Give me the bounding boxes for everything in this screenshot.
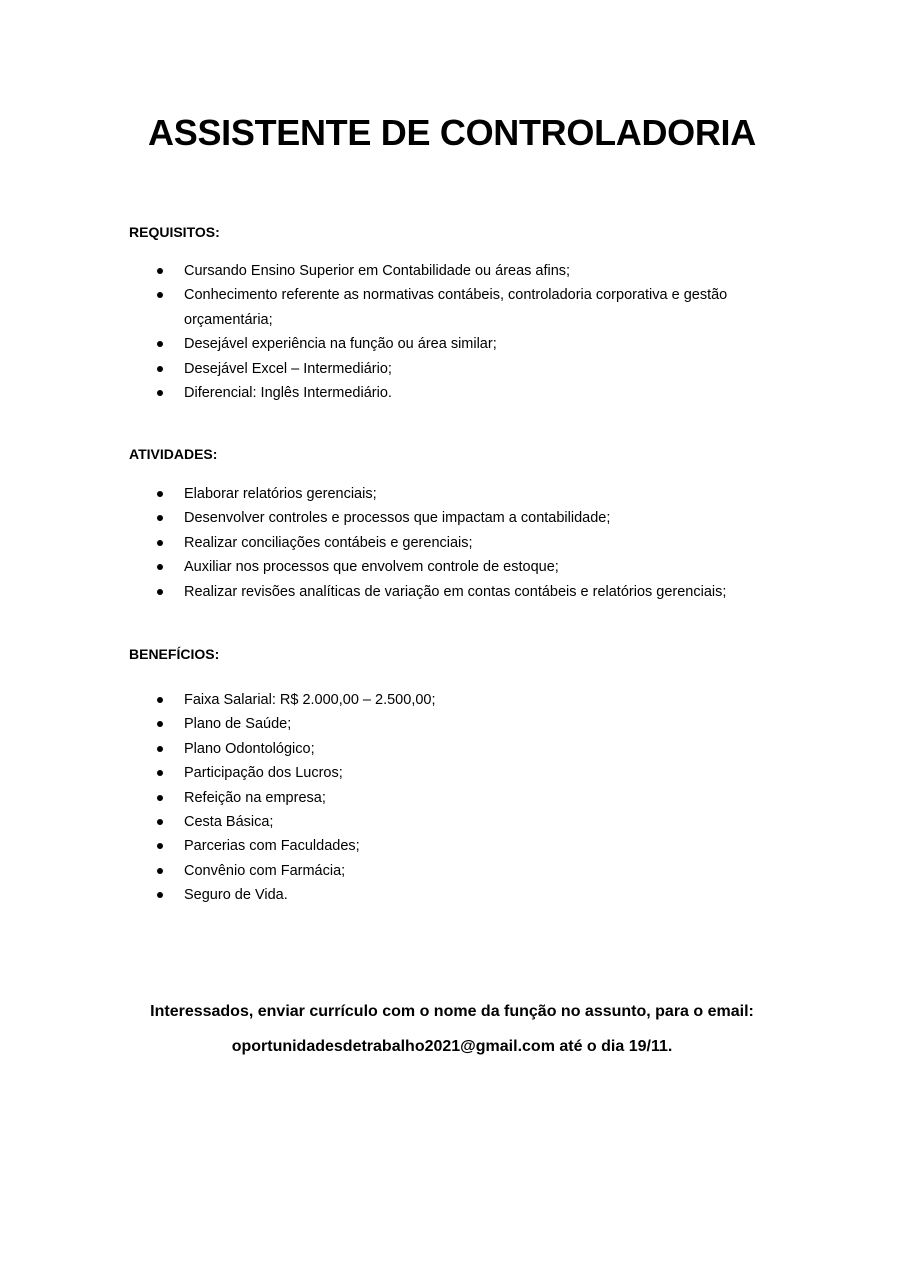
section-heading-atividades: ATIVIDADES: <box>129 446 218 462</box>
list-item <box>129 859 789 883</box>
list-item <box>129 283 789 332</box>
list-item <box>129 737 789 761</box>
list-item-text: Convênio com Farmácia; <box>184 862 346 879</box>
list-item-text: Realizar conciliações contábeis e gerenciais; <box>184 534 473 551</box>
list-item-text: Desejável experiência na função ou área similar; <box>184 336 497 353</box>
list-item-text: Conhecimento referente as normativas contábeis, controladoria corporativa e gestão orçamentária; <box>184 287 728 328</box>
contact-instructions: Interessados, enviar currículo com o nome da função no assunto, para o email: <box>150 1003 754 1020</box>
page-title: ASSISTENTE DE CONTROLADORIA <box>148 112 756 153</box>
list-item <box>129 761 789 785</box>
list-item <box>129 555 789 579</box>
list-item-text: Desenvolver controles e processos que impactam a contabilidade; <box>184 510 611 527</box>
list-item-text: Desejável Excel – Intermediário; <box>184 360 392 377</box>
list-item-text: Refeição na empresa; <box>184 789 326 806</box>
bullet-icon <box>157 819 163 825</box>
bullet-icon <box>157 292 163 298</box>
atividades-list <box>129 482 789 604</box>
list-item <box>129 482 789 506</box>
list-item <box>129 883 789 907</box>
list-item <box>129 712 789 736</box>
bullet-icon <box>157 843 163 849</box>
list-item-text: Cesta Básica; <box>184 814 274 831</box>
list-item-text: Plano Odontológico; <box>184 740 315 757</box>
bullet-icon <box>157 892 163 898</box>
list-item-text: Cursando Ensino Superior em Contabilidade ou áreas afins; <box>184 263 571 279</box>
list-item <box>129 580 789 604</box>
bullet-icon <box>157 341 163 347</box>
list-item-text: Plano de Saúde; <box>184 716 292 733</box>
list-item-text: Parcerias com Faculdades; <box>184 838 360 855</box>
contact-email-deadline: oportunidadesdetrabalho2021@gmail.com até o dia 19/11. <box>231 1038 673 1055</box>
list-item-text: Participação dos Lucros; <box>184 765 343 782</box>
bullet-icon <box>157 795 163 801</box>
list-item <box>129 332 789 356</box>
beneficios-list <box>129 688 789 908</box>
list-item-text: Diferencial: Inglês Intermediário. <box>184 385 392 402</box>
bullet-icon <box>157 746 163 752</box>
list-item <box>129 381 789 405</box>
bullet-icon <box>157 491 163 497</box>
section-heading-requisitos: REQUISITOS: <box>129 224 220 240</box>
bullet-icon <box>157 268 163 274</box>
bullet-icon <box>157 697 163 703</box>
list-item-text: Faixa Salarial: R$ 2.000,00 – 2.500,00; <box>184 692 436 708</box>
list-item <box>129 786 789 810</box>
bullet-icon <box>157 770 163 776</box>
bullet-icon <box>157 540 163 546</box>
bullet-icon <box>157 721 163 727</box>
list-item <box>129 834 789 858</box>
bullet-icon <box>157 564 163 570</box>
list-item <box>129 259 789 283</box>
bullet-icon <box>157 390 163 396</box>
list-item-text: Realizar revisões analíticas de variação em contas contábeis e relatórios gerenciais; <box>184 583 727 600</box>
list-item-text: Elaborar relatórios gerenciais; <box>184 486 377 502</box>
bullet-icon <box>157 589 163 595</box>
list-item <box>129 531 789 555</box>
requisitos-list <box>129 259 789 405</box>
list-item <box>129 810 789 834</box>
list-item <box>129 688 789 712</box>
bullet-icon <box>157 366 163 372</box>
list-item <box>129 357 789 381</box>
list-item-text: Auxiliar nos processos que envolvem controle de estoque; <box>184 559 559 576</box>
list-item-text: Seguro de Vida. <box>184 887 288 904</box>
section-heading-beneficios: BENEFÍCIOS: <box>129 646 220 662</box>
bullet-icon <box>157 868 163 874</box>
list-item <box>129 506 789 530</box>
bullet-icon <box>157 515 163 521</box>
